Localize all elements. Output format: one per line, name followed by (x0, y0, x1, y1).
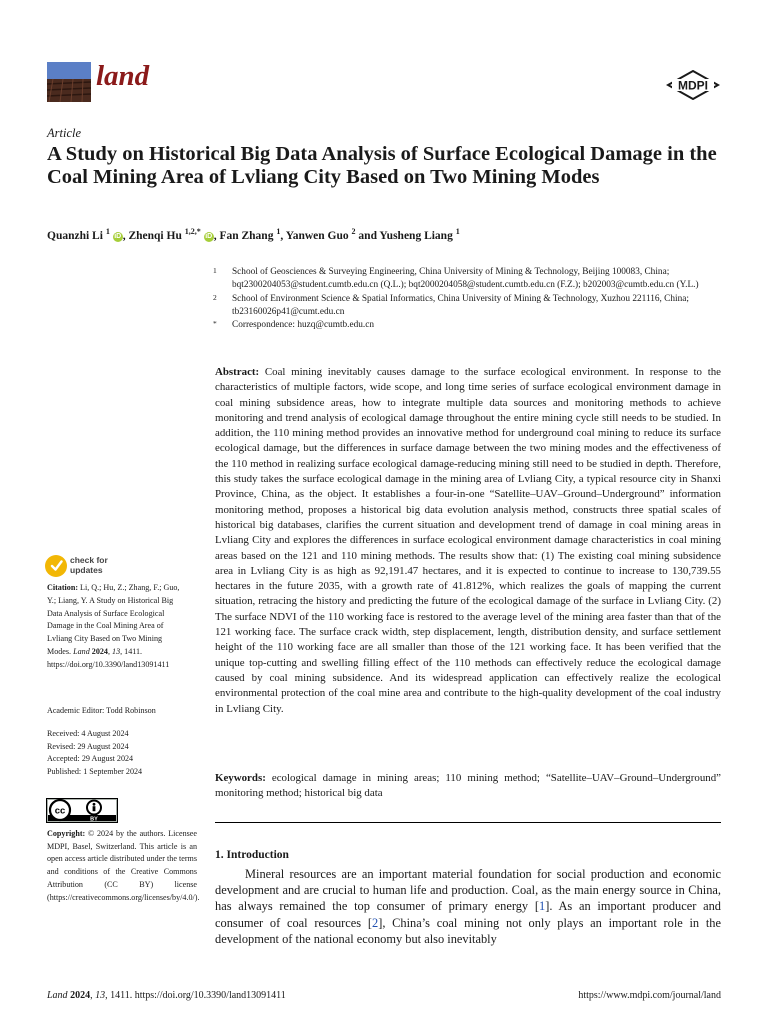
citation-year: 2024 (91, 646, 108, 656)
citation-doi[interactable]: , 1411. https://doi.org/10.3390/land13091411 (47, 646, 170, 669)
footer-year: 2024 (70, 990, 91, 1001)
footer-volume: 13 (95, 990, 106, 1001)
author-name[interactable]: Yusheng Liang (379, 229, 453, 242)
footer-journal: Land (47, 990, 68, 1001)
mdpi-logo-text: MDPI (678, 78, 708, 93)
author-separator: , (280, 229, 286, 242)
copyright-notice (47, 828, 200, 904)
affiliation-item (213, 293, 728, 320)
footer-doi-link[interactable]: , 1411. https://doi.org/10.3390/land13091411 (105, 990, 286, 1001)
section-divider (215, 822, 721, 823)
reference-link-1[interactable]: 1 (538, 899, 546, 914)
author-list (47, 227, 727, 242)
journal-logo-icon (47, 62, 91, 102)
svg-text:cc: cc (54, 805, 66, 817)
abstract-text: Coal mining inevitably causes damage to the surface ecological environment. In response to the characteristics of multiple factors, wide scope, and long time series of surface ecological environment damage in coal mining subsidence areas, how to integrate multiple data sources and monitoring methods to achieve monitoring and trend analysis of ecological damage throughout the entire mining cycle still needs to be studied. In addition, the 110 mining method provides an innovative method for underground coal mining to reduce its surface ecological damage, but the differences in surface damage between the two mining modes and the effectiveness of the 110 method in realizing surface ecological damage-reducing mining still need to be studied in depth. Therefore, this study takes the surface ecological damage in the mining area of Lvliang City, a typical resource city in Shanxi Province, China, as the object. It establishes a four-in-one “Satellite–UAV–Ground–Underground” information monitoring method, proposes a historical big data evolution analysis method, constructs three spatial scales of historical big databases, clarifies the current situation and development trend of damage in coal mining areas in Lvliang City and explores the differences in surface ecological environment damage characteristics in coal mining areas based on the 121 and 110 mining methods. The results show that: (1) The existing coal mining subsidence area in Lvliang City is as high as 92,191.47 hectares, and it is expected to continue to increase to 130,739.55 hectares in the future 2035, with a growth rate of 41.812%, which realizes the goals of mapping the current situation, retracing the history and predicting the future of the ecological damage of the surface in Lvliang City. (2) The surface NDVI of the 110 working face is restored to the average level of the mining area faster than that of the 121 working face. The surface crack width, step displacement, length, distribution density, and surface settlement height of the 110 working face are all smaller than those of the 121 working face. It has been verified that the unique top-cutting and swelling filling effect of the 110 methods can effectively reduce the ecological damage caused by coal mining subsidence. And its widespread application can effectively realize the ecological environmental protection of the coal mine area and contribute to the high-quality development of the coal industry in Lvliang City. (215, 366, 722, 715)
publication-dates (47, 728, 187, 778)
reference-link-2[interactable]: 2 (371, 915, 379, 930)
footer-citation: Land 2024, 13, 1411. https://doi.org/10.3390/land13091411 (47, 990, 286, 1001)
cc-badge-label: BY (90, 816, 98, 823)
article-type: Article (47, 126, 82, 140)
copyright-label: Copyright: (47, 829, 86, 838)
affiliation-item (213, 266, 728, 293)
date-item: Published: 1 September 2024 (47, 766, 143, 776)
check-updates-badge (45, 555, 67, 577)
footer-journal-url[interactable]: https://www.mdpi.com/journal/land (578, 990, 721, 1001)
citation-label: Citation: (47, 583, 79, 592)
introduction-paragraph (215, 866, 721, 947)
affiliation-item (213, 319, 728, 332)
date-item: Revised: 29 August 2024 (47, 741, 129, 751)
affiliation-text: Correspondence: huzq@cumtb.edu.cn (232, 320, 375, 331)
author-name[interactable]: Quanzhi Li (47, 229, 103, 242)
check-for-updates-button[interactable] (45, 555, 125, 581)
article-title: A Study on Historical Big Data Analysis of Surface Ecological Damage in the Coal Mining Area of Lvliang City Based on Two Mining Modes (47, 143, 717, 188)
author-separator: and (355, 229, 380, 242)
author-affiliation-marker: 1 (455, 227, 460, 236)
affiliation-number: * (213, 319, 217, 329)
copyright-text: © 2024 by the authors. Licensee MDPI, Basel, Switzerland. This article is an open access article distributed under the terms and conditions of the Creative Commons Attribution (CC BY) license (https://creativecommons.org/licenses/by/4.0/). (47, 829, 200, 902)
check-updates-line-2: updates (70, 564, 103, 575)
intro-text-part-3: ], China’s coal mining not only plays an important role in the development of the national economy but also inevitably (215, 915, 721, 946)
orcid-icon[interactable]: iD (205, 232, 213, 240)
citation-authors: Li, Q.; Hu, Z.; Zhang, F.; Guo, Y.; Liang, Y. A Study on Historical Big Data Analysis of Surface Ecological Damage in the Coal Mining Area of Lvliang City Based on Two Mining Modes. (47, 583, 180, 656)
journal-name: land (96, 60, 150, 92)
author-affiliation-marker: 1 (276, 227, 281, 236)
intro-text-part-1: Mineral resources are an important material foundation for social production and economic development and are crucial to human life and production. Coal, as the main energy source in China, has always remained the top consumer of primary energy [ (215, 867, 721, 914)
date-item: Received: 4 August 2024 (47, 729, 129, 738)
affiliation-text: School of Geosciences & Surveying Engineering, China University of Mining & Technology, Beijing 100083, China; bqt2300204053@student.cumtb.edu.cn (Q.L.); bqt2000204058@student.cumtb.edu.cn (F.Z.); b202003@cumtb.edu.cn (Y.L.) (232, 267, 699, 291)
author-affiliation-marker: 1,2,* (184, 227, 201, 236)
affiliation-text: School of Environment Science & Spatial Informatics, China University of Mining & Technology, Xuzhou 221116, China; tb23160026p41@cumt.edu.cn (232, 293, 689, 317)
author-affiliation-marker: 2 (351, 227, 356, 236)
author-separator: , (213, 229, 220, 242)
author-name[interactable]: Zhenqi Hu (128, 229, 182, 242)
author-name[interactable]: Yanwen Guo (285, 229, 349, 242)
author-name[interactable]: Fan Zhang (219, 229, 274, 242)
academic-editor: Academic Editor: Todd Robinson (47, 706, 156, 715)
keywords-label: Keywords: (215, 772, 266, 784)
date-item: Accepted: 29 August 2024 (47, 754, 134, 764)
citation-block: Citation: Li, Q.; Hu, Z.; Zhang, F.; Guo, Y.; Liang, Y. A Study on Historical Big Data Analysis of Surface Ecological Damage in the Coal Mining Area of Lvliang City Based on Two Mining Modes. Land 2024, 13, 1411. https://doi.org/10.3390/land13091411 (47, 583, 180, 669)
abstract (215, 365, 721, 717)
affiliation-number: 2 (213, 292, 217, 302)
check-updates-label (70, 556, 108, 575)
author-separator: , (122, 229, 129, 242)
intro-text-part-2: ]. As an important producer and consumer of coal resources [ (215, 899, 721, 930)
affiliation-number: 1 (213, 266, 217, 275)
affiliations (213, 266, 728, 332)
keywords-text: ecological damage in mining areas; 110 mining method; “Satellite–UAV–Ground–Underground” monitoring method; historical big data (215, 772, 721, 800)
orcid-icon[interactable]: iD (114, 232, 122, 240)
mdpi-logo-icon[interactable] (666, 70, 720, 100)
citation-volume: 13 (112, 646, 121, 656)
abstract-label: Abstract: (215, 366, 260, 378)
keywords (215, 771, 721, 802)
author-affiliation-marker: 1 (105, 227, 110, 236)
cc-by-license-icon[interactable] (46, 798, 118, 823)
citation-journal: Land (73, 646, 90, 656)
check-updates-line-1: check for (70, 555, 108, 565)
section-heading-introduction: 1. Introduction (215, 849, 289, 861)
checkmark-icon (50, 559, 63, 572)
